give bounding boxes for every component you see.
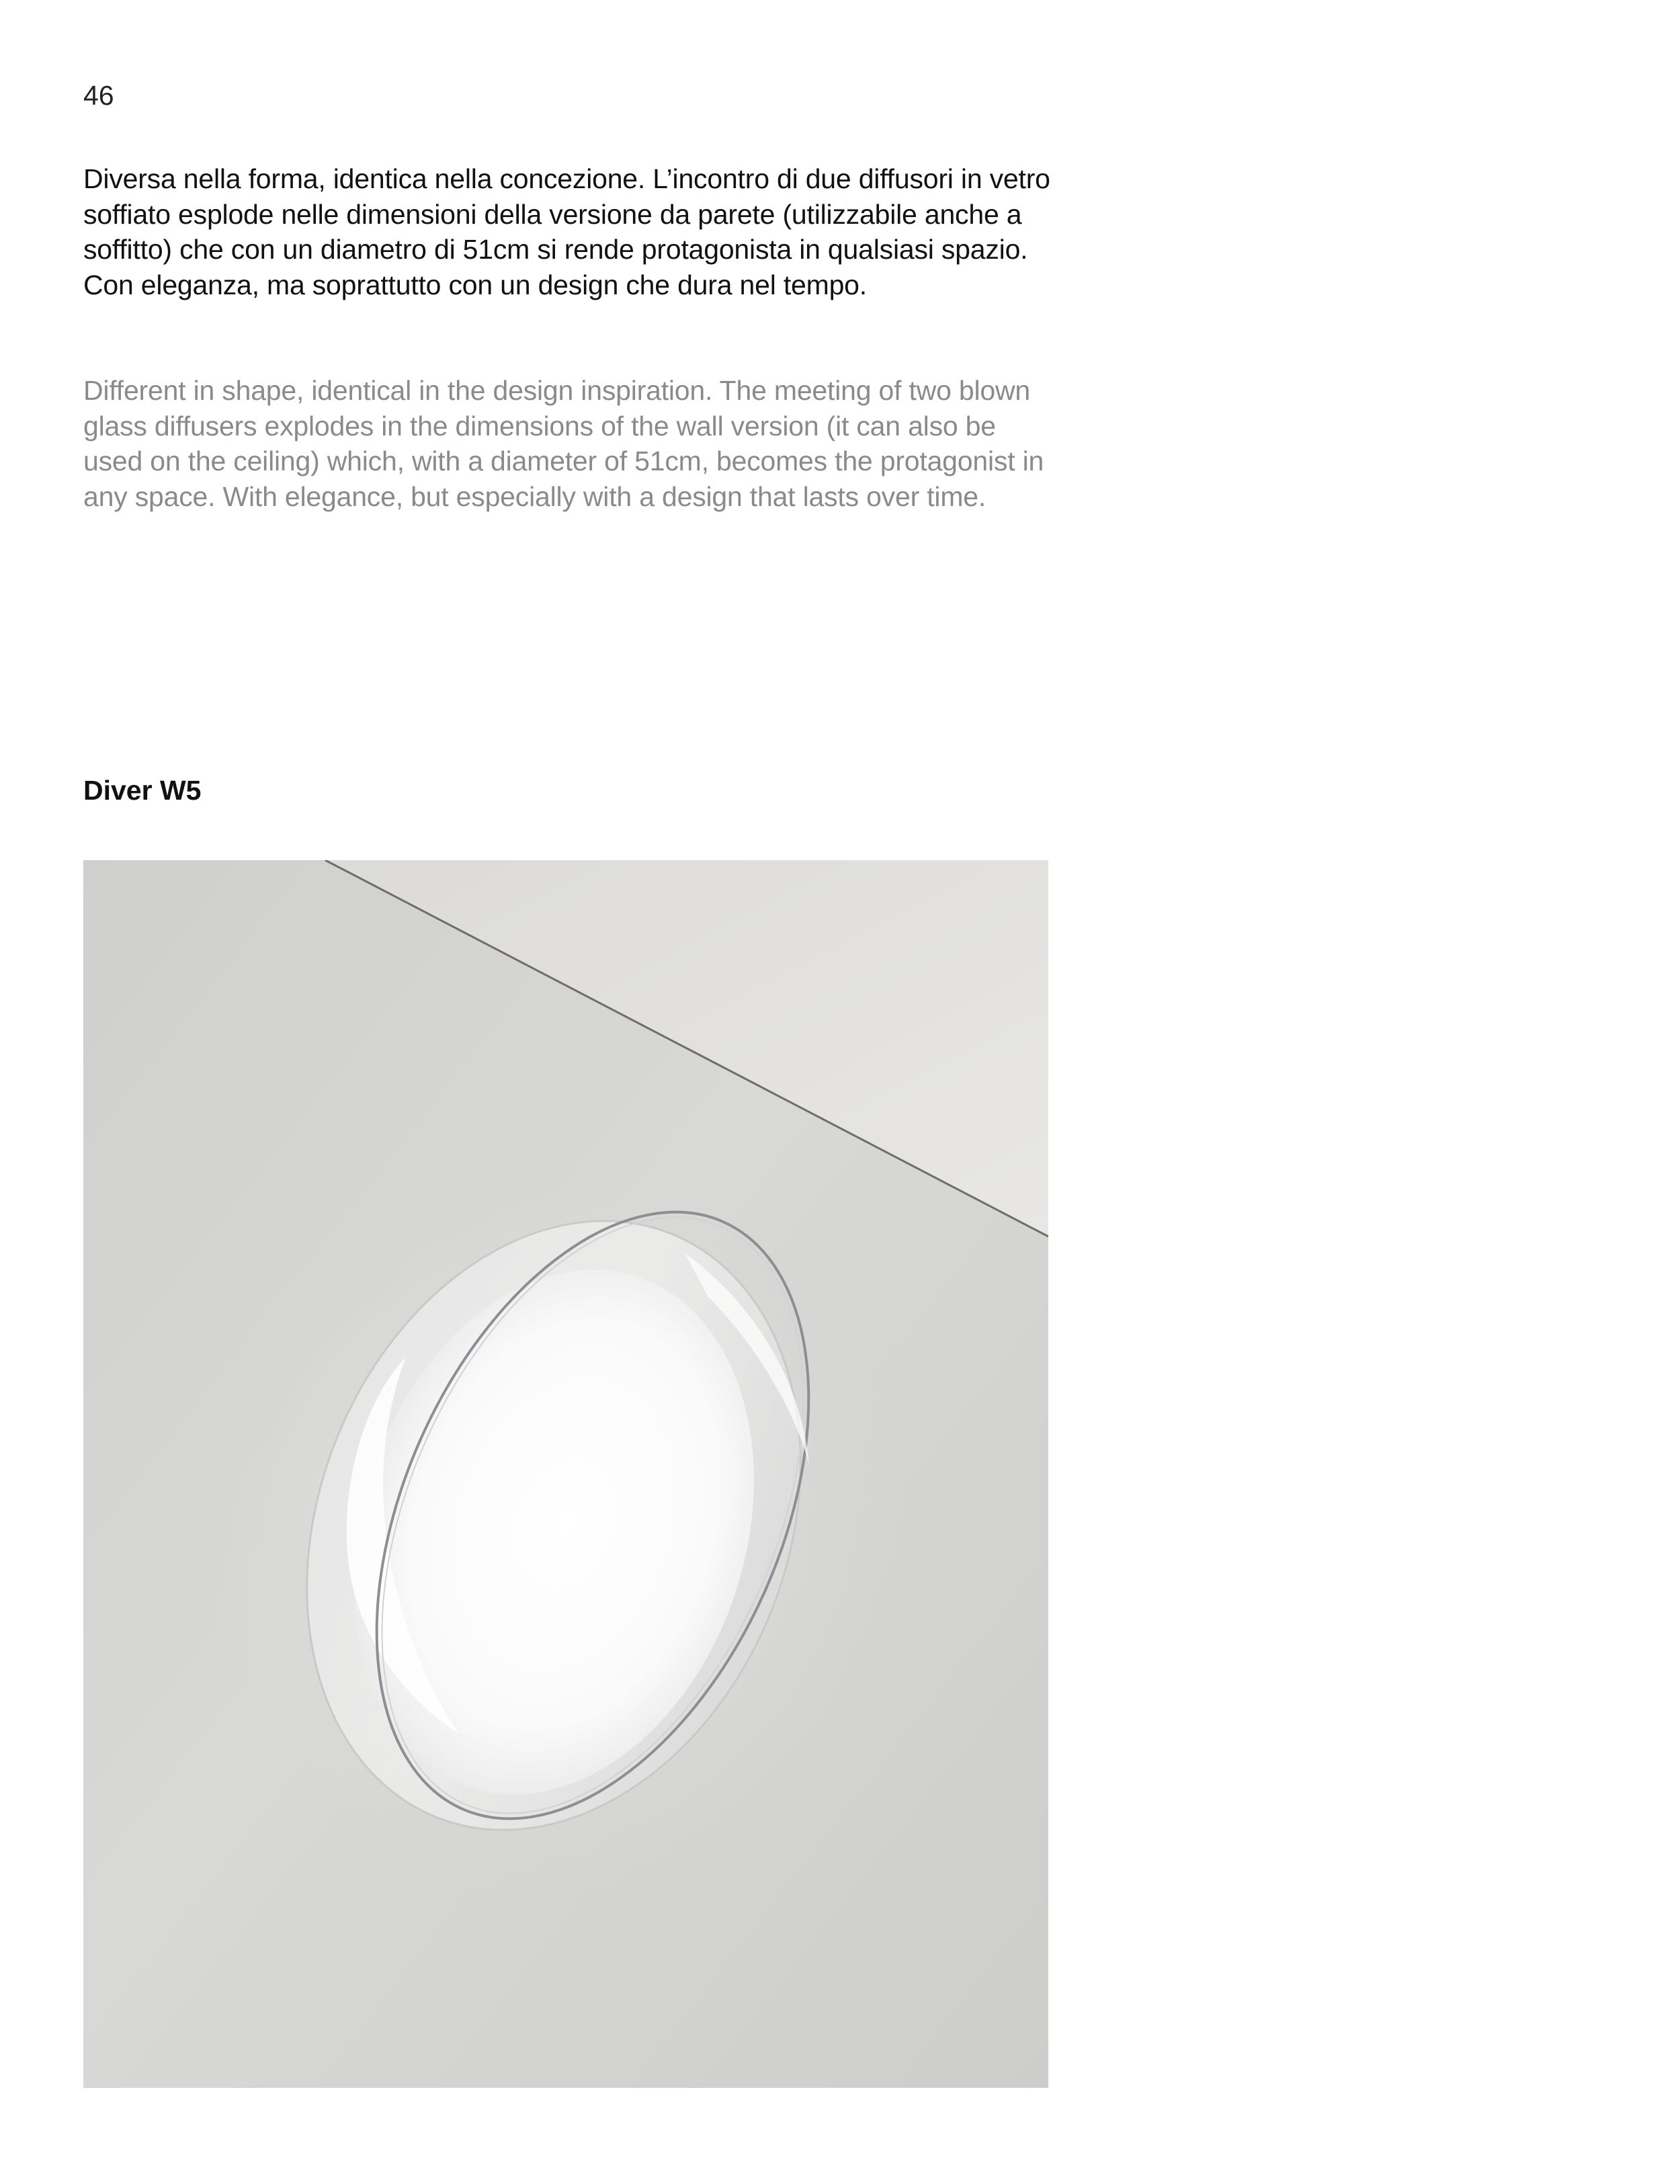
page-number: 46 xyxy=(83,80,114,111)
lamp-illustration xyxy=(83,860,1048,2088)
italian-description: Diversa nella forma, identica nella concezione. L’incontro di due diffusori in vetro soffiato esplode nelle dimensioni della versione da parete (utilizzabile anche a soffitto) che con un diametro di 51cm si rende protagonista in qualsiasi spazio. Con eleganza, ma soprattutto con un design che dura nel tempo. xyxy=(83,163,1050,300)
product-title: Diver W5 xyxy=(83,775,202,806)
product-photo xyxy=(83,860,1048,2088)
english-description: Different in shape, identical in the design inspiration. The meeting of two blown glass diffusers explodes in the dimensions of the wall version (it can also be used on the ceiling) which, with a diameter of 51cm, becomes the protagonist in any space. With elegance, but especially with a design that lasts over time. xyxy=(83,375,1044,512)
